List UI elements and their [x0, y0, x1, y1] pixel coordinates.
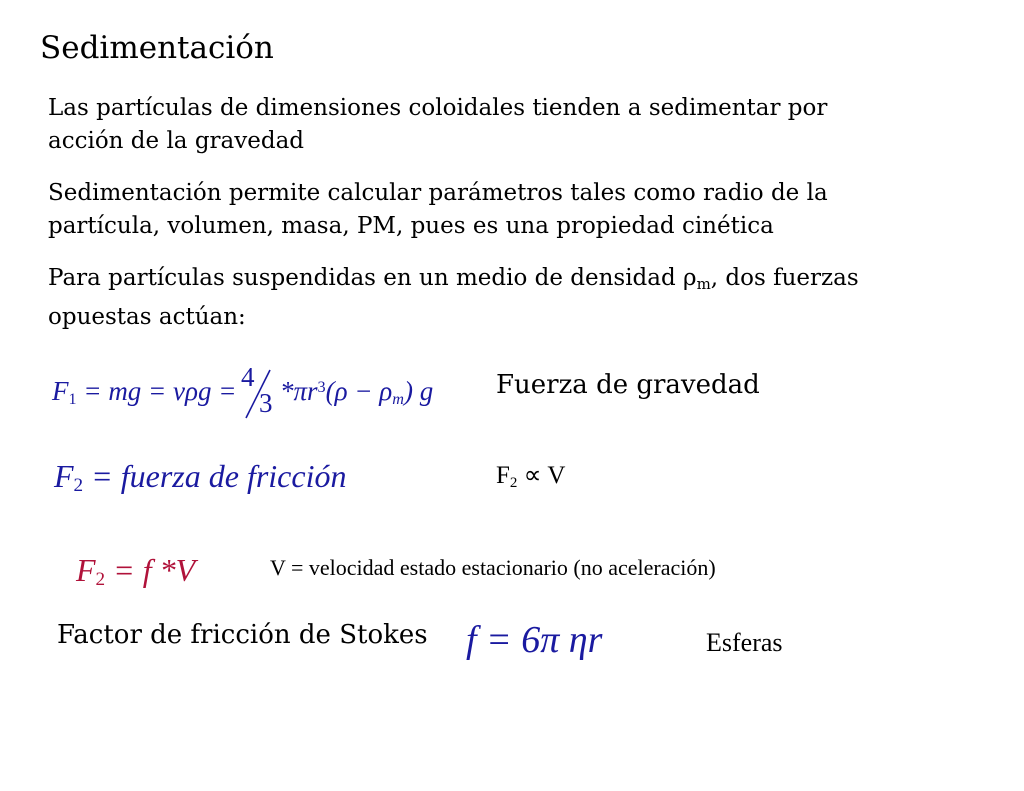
paragraph-forces-text-b: , dos fuerzas opuestas actúan:	[48, 265, 859, 330]
gravity-eq-lhs: F	[52, 376, 69, 406]
friction-eq-lhs: F	[54, 458, 74, 494]
gravity-eq-rhs-b: (ρ − ρ	[325, 376, 393, 406]
slide-title: Sedimentación	[40, 30, 274, 66]
fraction-denominator: 3	[259, 388, 273, 418]
velocity-definition-label: V = velocidad estado estacionario (no aceleración)	[270, 555, 716, 580]
fv-eq-lhs-sub: 2	[95, 569, 106, 590]
paragraph-parameters: Sedimentación permite calcular parámetros tales como radio de la partícula, volumen, masa, PM, pues es una propiedad cinética	[48, 180, 828, 239]
proportional-rest: ∝ V	[517, 462, 566, 489]
proportional-f: F	[496, 462, 510, 489]
friction-eq-lhs-sub: 2	[73, 475, 84, 496]
gravity-eq-rhs-sub: m	[392, 390, 404, 408]
gravity-eq-mid: = mg = vρg =	[76, 376, 237, 406]
spheres-label: Esferas	[706, 628, 783, 657]
friction-eq-rhs: = fuerza de fricción	[83, 458, 347, 494]
paragraph-colloidal: Las partículas de dimensiones coloidales tienden a sedimentar por acción de la gravedad	[48, 95, 828, 154]
gravity-eq-lhs-sub: 1	[68, 390, 77, 408]
paragraph-forces	[48, 262, 908, 334]
stokes-equation: f = 6π ηr	[466, 619, 603, 661]
stokes-factor-label: Factor de fricción de Stokes	[57, 620, 428, 650]
gravity-eq-exponent: 3	[317, 378, 326, 396]
proportional-label	[496, 460, 565, 492]
friction-velocity-equation	[76, 552, 195, 591]
gravity-eq-rhs-c: ) g	[403, 376, 434, 406]
fv-eq-lhs: F	[76, 552, 96, 588]
density-subscript: m	[696, 275, 711, 293]
proportional-sub: 2	[509, 475, 518, 491]
friction-force-equation	[54, 458, 346, 497]
gravity-eq-rhs-a: *πr	[280, 376, 318, 406]
fraction-numerator: 4	[241, 362, 255, 392]
fv-eq-rhs: = f *V	[105, 552, 196, 588]
paragraph-forces-text-a: Para partículas suspendidas en un medio de densidad ρ	[48, 265, 697, 291]
gravity-force-label: Fuerza de gravedad	[496, 370, 760, 400]
